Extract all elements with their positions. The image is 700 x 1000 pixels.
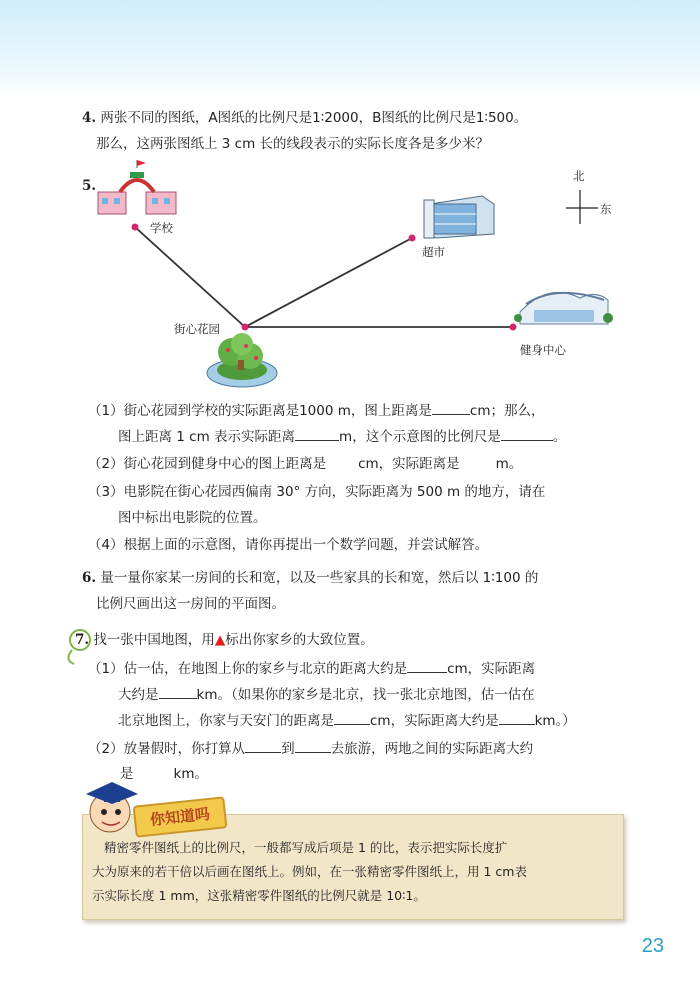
q7-p2-line1: （2）放暑假时，你打算从 到 去旅游，两地之间的实际距离大约 [88, 738, 533, 759]
page-number: 23 [641, 935, 664, 957]
q7-p1-line1: （1）估一估，在地图上你的家乡与北京的距离大约是 cm，实际距离 [88, 658, 535, 679]
q4-line2: 那么，这两张图纸上 3 cm 长的线段表示的实际长度各是多少米？ [96, 136, 490, 152]
triangle-marker-icon: ▲ [214, 632, 226, 648]
tip-line2: 大为原来的若干倍以后画在图纸上。例如，在一张精密零件图纸上，用 1 cm表 [92, 864, 527, 879]
q7-line1: 7. 找一张中国地图，用▲标出你家乡的大致位置。 [75, 632, 374, 648]
q5-item3-line2: 图中标出电影院的位置。 [118, 510, 267, 526]
doctor-mascot-icon [86, 782, 138, 832]
compass-north-label: 北 [573, 169, 585, 183]
q4-number: 4. [82, 110, 97, 126]
school-label: 学校 [150, 221, 173, 235]
q7-p1-line2: 大约是 km。（如果你的家乡是北京，找一张北京地图，估一估在 [118, 684, 535, 705]
tip-line1: 精密零件图纸上的比例尺，一般都写成后项是 1 的比，表示把实际长度扩 [104, 840, 508, 855]
q5-item1-line2: 图上距离 1 cm 表示实际距离 m，这个示意图的比例尺是 。 [118, 426, 566, 447]
q5-item4: （4）根据上面的示意图，请你再提出一个数学问题，并尝试解答。 [88, 537, 489, 553]
q7-p2-line2: 是 km。 [120, 766, 208, 782]
q5-item2: （2）街心花园到健身中心的图上距离是 cm，实际距离是 m。 [88, 456, 523, 472]
q5-number: 5. [82, 178, 97, 194]
did-you-know-banner: 你知道吗 [133, 796, 228, 837]
compass-east-label: 东 [600, 202, 612, 216]
q5-item1-line1: （1）街心花园到学校的实际距离是1000 m，图上距离是 cm；那么， [88, 400, 544, 421]
q7-p1-line3: 北京地图上，你家与天安门的距离是 cm，实际距离大约是 km。） [118, 710, 576, 731]
tip-line3: 示实际长度 1 mm，这张精密零件图纸的比例尺就是 10∶1。 [92, 888, 426, 903]
market-label: 超市 [422, 245, 445, 259]
q5-item3-line1: （3）电影院在街心花园西偏南 30° 方向，实际距离为 500 m 的地方，请在 [88, 484, 546, 500]
garden-label: 街心花园 [174, 322, 220, 336]
q6-line2: 比例尺画出这一房间的平面图。 [96, 596, 285, 612]
q6-line1: 6. 量一量你家某一房间的长和宽，以及一些家具的长和宽，然后以 1∶100 的 [82, 570, 539, 586]
gym-label: 健身中心 [520, 343, 566, 357]
q4-text1: 两张不同的图纸，A图纸的比例尺是1∶2000，B图纸的比例尺是1∶500。 [100, 110, 528, 126]
